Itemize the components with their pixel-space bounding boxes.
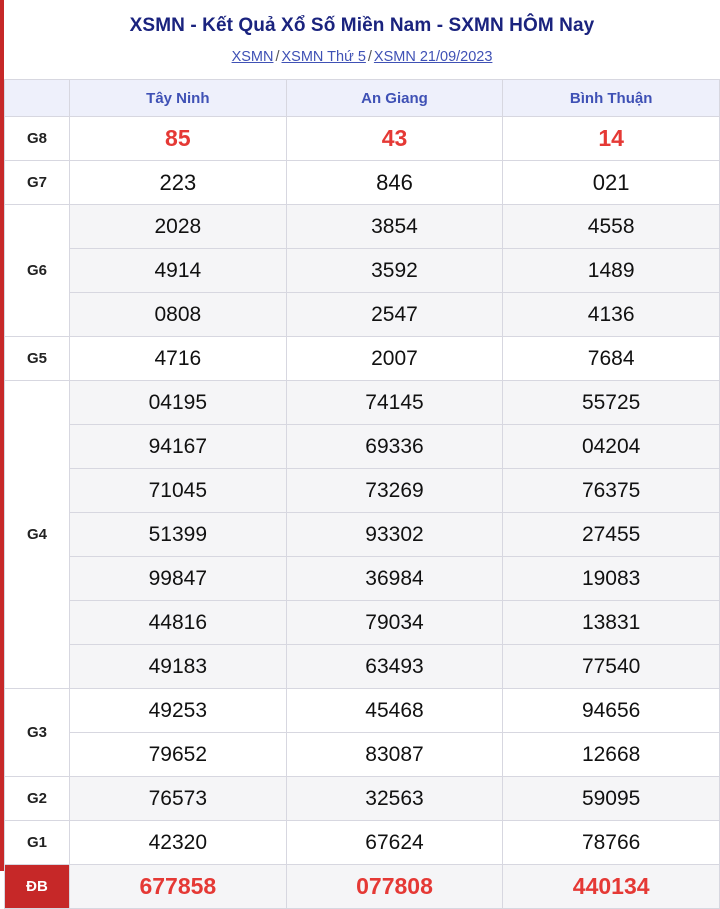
table-row (5, 733, 720, 777)
table-row (5, 425, 720, 469)
table-row (5, 205, 720, 249)
prize-value: 3854 (286, 205, 503, 249)
prize-value: 79034 (286, 601, 503, 645)
prize-value: 49253 (70, 689, 287, 733)
breadcrumb-separator-1: / (367, 49, 372, 65)
breadcrumb-item-2[interactable]: XSMN 21/09/2023 (373, 49, 493, 65)
prize-value: 12668 (503, 733, 720, 777)
prize-value: 69336 (286, 425, 503, 469)
prize-value: 93302 (286, 513, 503, 557)
prize-value: 59095 (503, 777, 720, 821)
table-row (5, 161, 720, 205)
prize-value: 4914 (70, 249, 287, 293)
table-row (5, 645, 720, 689)
prize-value: 99847 (70, 557, 287, 601)
province-header-1: An Giang (286, 80, 503, 117)
prize-label-g3: G3 (5, 689, 70, 777)
table-row (5, 293, 720, 337)
table-row (5, 117, 720, 161)
prize-value: 76375 (503, 469, 720, 513)
table-row (5, 249, 720, 293)
prize-value: 32563 (286, 777, 503, 821)
prize-value: 077808 (286, 865, 503, 909)
prize-value: 78766 (503, 821, 720, 865)
prize-value: 45468 (286, 689, 503, 733)
table-row (5, 469, 720, 513)
prize-value: 4136 (503, 293, 720, 337)
prize-value: 36984 (286, 557, 503, 601)
table-row (5, 689, 720, 733)
table-row (5, 557, 720, 601)
prize-value: 49183 (70, 645, 287, 689)
table-head (5, 80, 720, 117)
prize-value: 55725 (503, 381, 720, 425)
prize-value: 79652 (70, 733, 287, 777)
prize-value: 94167 (70, 425, 287, 469)
prize-value: 85 (70, 117, 287, 161)
prize-value: 2007 (286, 337, 503, 381)
prize-value: 73269 (286, 469, 503, 513)
breadcrumb-item-0[interactable]: XSMN (231, 49, 274, 65)
results-table (4, 79, 720, 909)
page-header (4, 0, 720, 73)
prize-value: 67624 (286, 821, 503, 865)
prize-value: 13831 (503, 601, 720, 645)
prize-value: 2547 (286, 293, 503, 337)
prize-value: 1489 (503, 249, 720, 293)
province-header-0: Tây Ninh (70, 80, 287, 117)
prize-value: 44816 (70, 601, 287, 645)
prize-label-g7: G7 (5, 161, 70, 205)
province-header-2: Bình Thuận (503, 80, 720, 117)
page-title: XSMN - Kết Quả Xổ Số Miền Nam - SXMN HÔM Nay (129, 15, 595, 36)
prize-value: 2028 (70, 205, 287, 249)
prize-value: 19083 (503, 557, 720, 601)
prize-label-g6: G6 (5, 205, 70, 337)
prize-value: 63493 (286, 645, 503, 689)
prize-label-g2: G2 (5, 777, 70, 821)
prize-value: 4716 (70, 337, 287, 381)
table-row (5, 821, 720, 865)
table-row (5, 381, 720, 425)
prize-value: 223 (70, 161, 287, 205)
table-row (5, 601, 720, 645)
prize-value: 021 (503, 161, 720, 205)
prize-label-g4: G4 (5, 381, 70, 689)
prize-value: 0808 (70, 293, 287, 337)
prize-value: 4558 (503, 205, 720, 249)
prize-value: 677858 (70, 865, 287, 909)
prize-value: 76573 (70, 777, 287, 821)
prize-value: 3592 (286, 249, 503, 293)
prize-value: 51399 (70, 513, 287, 557)
breadcrumb (14, 47, 710, 67)
table-row (5, 777, 720, 821)
table-body (5, 117, 720, 909)
prize-label-db: ĐB (5, 865, 70, 909)
prize-value: 71045 (70, 469, 287, 513)
breadcrumb-item-1[interactable]: XSMN Thứ 5 (281, 49, 366, 65)
prize-label-g1: G1 (5, 821, 70, 865)
prize-value: 83087 (286, 733, 503, 777)
table-row (5, 513, 720, 557)
table-header-row (5, 80, 720, 117)
prize-value: 74145 (286, 381, 503, 425)
prize-value: 42320 (70, 821, 287, 865)
table-row (5, 865, 720, 909)
prize-value: 04204 (503, 425, 720, 469)
prize-value: 440134 (503, 865, 720, 909)
prize-label-g5: G5 (5, 337, 70, 381)
prize-value: 04195 (70, 381, 287, 425)
prize-value: 77540 (503, 645, 720, 689)
prize-value: 846 (286, 161, 503, 205)
breadcrumb-separator-0: / (275, 49, 280, 65)
prize-label-g8: G8 (5, 117, 70, 161)
prize-value: 7684 (503, 337, 720, 381)
prize-value: 43 (286, 117, 503, 161)
prize-value: 14 (503, 117, 720, 161)
table-row (5, 337, 720, 381)
prize-value: 94656 (503, 689, 720, 733)
prize-value: 27455 (503, 513, 720, 557)
table-corner-cell (5, 80, 70, 117)
